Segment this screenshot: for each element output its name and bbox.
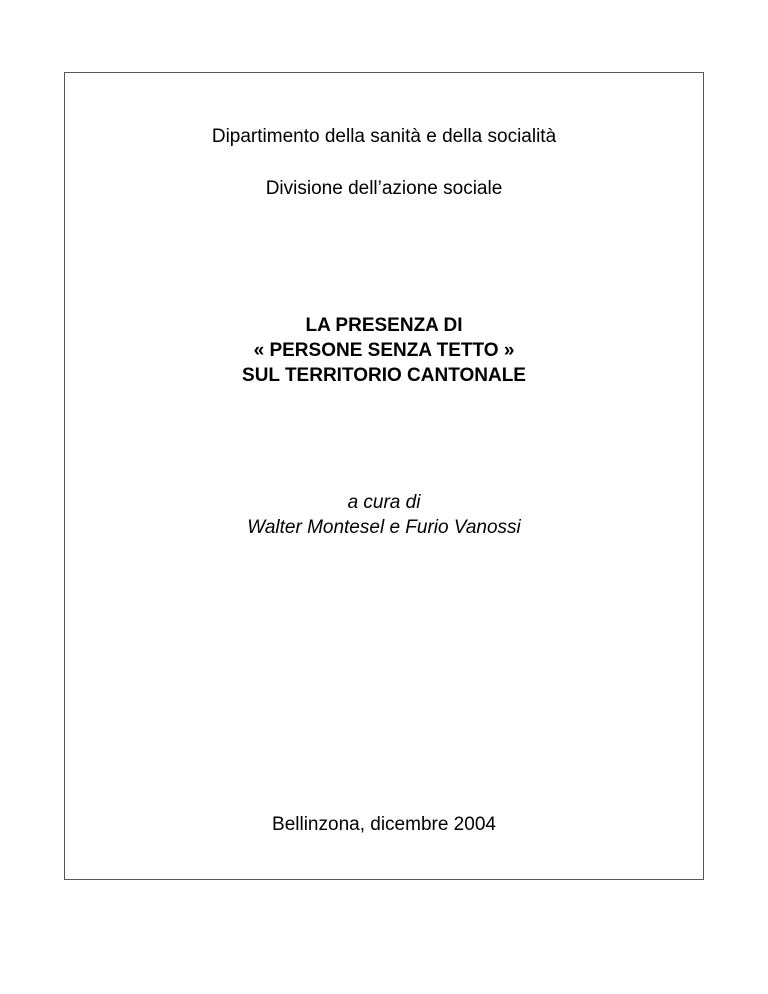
- title-line-2: « PERSONE SENZA TETTO »: [253, 340, 515, 361]
- title-line-3: SUL TERRITORIO CANTONALE: [242, 365, 526, 386]
- cover-page-frame: [64, 72, 704, 880]
- division-name: Divisione dell’azione sociale: [265, 178, 503, 199]
- title-line-1: LA PRESENZA DI: [305, 315, 463, 336]
- department-name: Dipartimento della sanità e della socialità: [211, 126, 557, 147]
- place-date: Bellinzona, dicembre 2004: [272, 814, 496, 835]
- authors: Walter Montesel e Furio Vanossi: [247, 517, 521, 538]
- edited-by-label: a cura di: [347, 492, 421, 513]
- document-title: [65, 313, 703, 388]
